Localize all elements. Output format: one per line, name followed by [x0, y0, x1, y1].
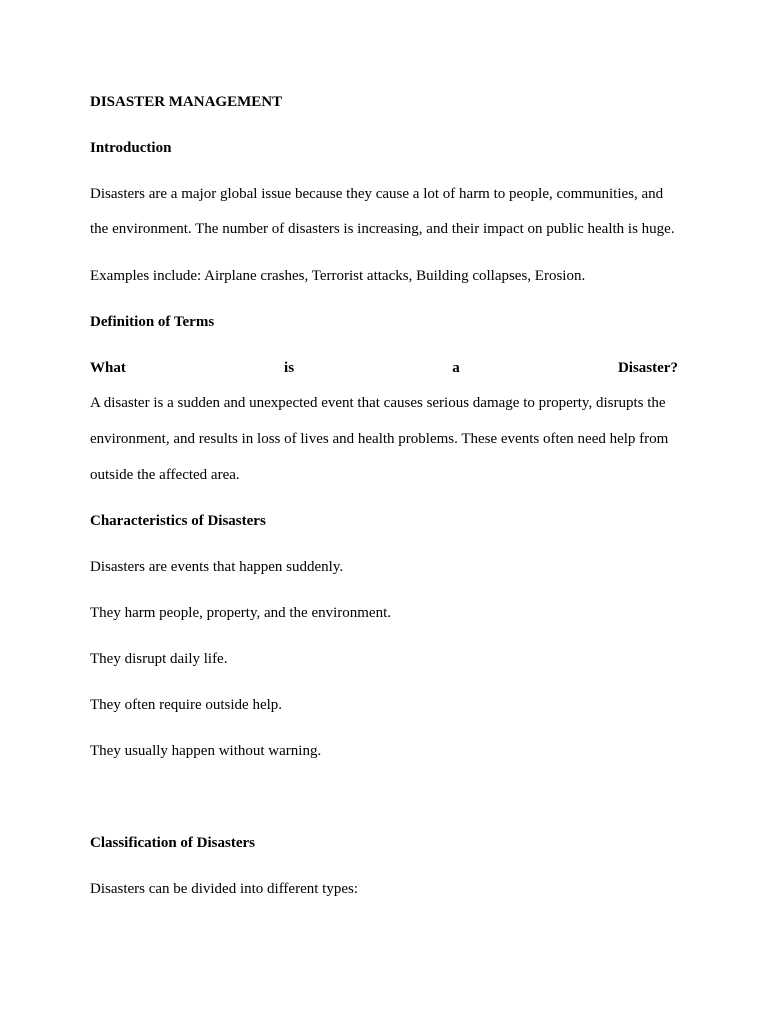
characteristic-item: They usually happen without warning.	[90, 743, 322, 759]
definition-line-2: environment, and results in loss of lives and health problems. These events often need help from	[90, 431, 669, 447]
characteristic-item: They disrupt daily life.	[90, 651, 228, 667]
examples-paragraph: Examples include: Airplane crashes, Terrorist attacks, Building collapses, Erosion.	[90, 268, 586, 284]
heading-what-is-a-disaster	[90, 358, 678, 378]
heading-word-is: is	[284, 360, 295, 376]
heading-definition-of-terms: Definition of Terms	[90, 314, 215, 330]
characteristic-item: They often require outside help.	[90, 697, 283, 713]
definition-line-1: A disaster is a sudden and unexpected event that causes serious damage to property, disrupts the	[90, 395, 666, 411]
characteristic-item: They harm people, property, and the environment.	[90, 605, 392, 621]
intro-line-1: Disasters are a major global issue because they cause a lot of harm to people, communities, and	[90, 186, 664, 202]
heading-word-what: What	[90, 360, 126, 376]
heading-word-a: a	[452, 360, 460, 376]
characteristic-item: Disasters are events that happen suddenly.	[90, 559, 344, 575]
heading-characteristics: Characteristics of Disasters	[90, 513, 266, 529]
heading-classification: Classification of Disasters	[90, 835, 255, 851]
classification-intro: Disasters can be divided into different types:	[90, 881, 358, 897]
heading-word-disaster: Disaster?	[617, 360, 678, 376]
definition-line-3: outside the affected area.	[90, 467, 240, 483]
document-title: DISASTER MANAGEMENT	[90, 94, 283, 110]
heading-introduction: Introduction	[90, 140, 172, 156]
intro-line-2: the environment. The number of disasters is increasing, and their impact on public health is huge.	[90, 221, 675, 237]
